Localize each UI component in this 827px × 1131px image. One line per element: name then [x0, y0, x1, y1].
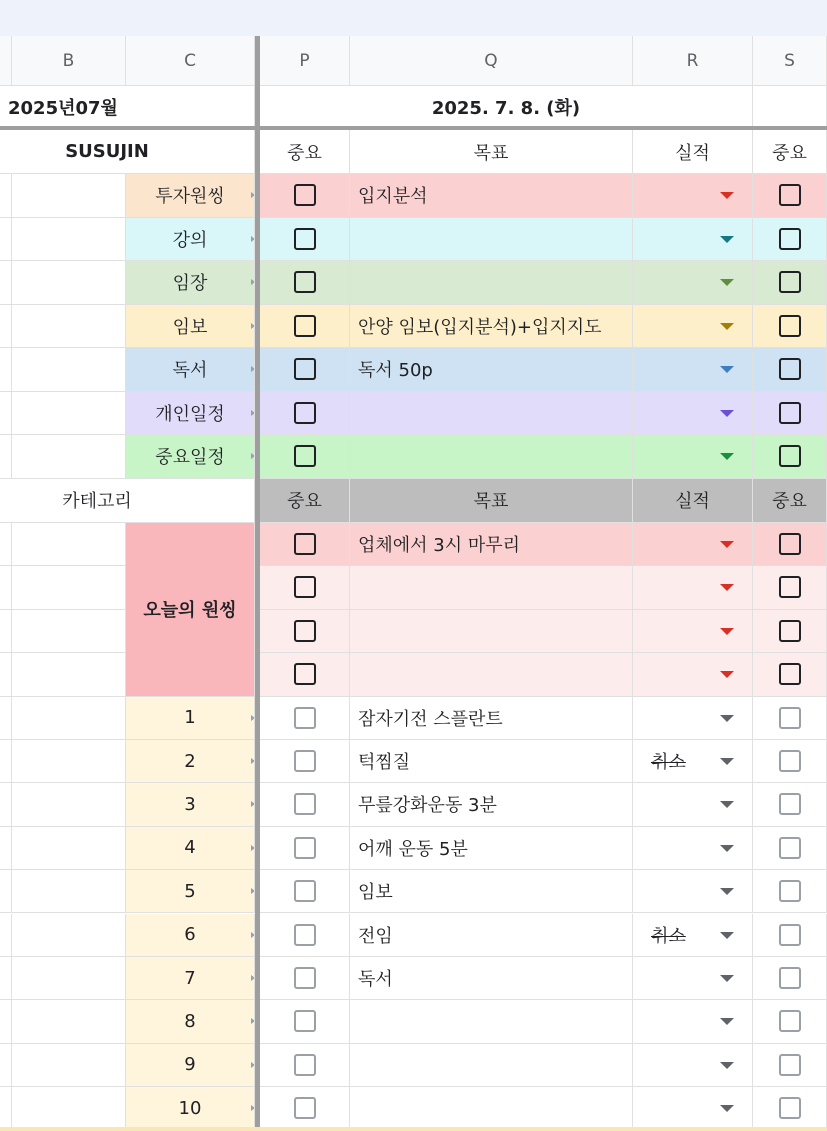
task-number-cell-text: 5: [184, 880, 196, 902]
cell-b[interactable]: [12, 740, 126, 783]
cell-b[interactable]: [12, 827, 126, 870]
category-cell[interactable]: [126, 261, 255, 305]
result-cell[interactable]: [633, 261, 753, 305]
dropdown-arrow-icon[interactable]: [720, 1018, 734, 1025]
category-cell-text: 임장: [172, 273, 208, 295]
category-row: [0, 261, 827, 305]
task-goal-cell-text: 어깨 운동 5분: [358, 838, 468, 860]
column-header-b[interactable]: [12, 36, 126, 86]
dropdown-arrow-icon[interactable]: [720, 888, 734, 895]
task-checkbox-2[interactable]: [779, 1054, 801, 1076]
goal-cell-text: 입지분석: [358, 186, 428, 208]
task-checkbox-2[interactable]: [779, 880, 801, 902]
task-number-cell-text: 9: [184, 1054, 196, 1076]
task-goal-cell[interactable]: [350, 870, 633, 913]
important2-checkbox[interactable]: [779, 445, 801, 467]
dropdown-arrow-icon[interactable]: [720, 932, 734, 939]
header-goal[interactable]: [350, 130, 633, 174]
one-thing-cell-text: 오늘의 원씽: [143, 600, 237, 621]
task-checkbox-2[interactable]: [779, 793, 801, 815]
task-result-cell[interactable]: [633, 697, 753, 740]
category-cell-text: 임보: [172, 316, 208, 338]
cell-b[interactable]: [12, 1087, 126, 1130]
result-cell[interactable]: [633, 435, 753, 479]
column-header-q[interactable]: [350, 36, 633, 86]
task-number-cell-text: 10: [178, 1097, 202, 1119]
cell-b[interactable]: [12, 174, 126, 218]
category-cell-text: 중요일정: [155, 447, 225, 469]
dropdown-arrow-icon[interactable]: [720, 366, 734, 373]
cell-b[interactable]: [12, 392, 126, 436]
header-result-text: 실적: [675, 142, 710, 164]
task-number-cell[interactable]: [126, 870, 255, 913]
goal-cell-text: 독서 50p: [358, 360, 433, 382]
category-cell[interactable]: [126, 392, 255, 436]
task-checkbox[interactable]: [294, 837, 316, 859]
important-checkbox[interactable]: [294, 402, 316, 424]
result-cell[interactable]: [633, 218, 753, 262]
task-result-cell[interactable]: [633, 870, 753, 913]
task-checkbox[interactable]: [294, 707, 316, 729]
month-cell[interactable]: [0, 86, 255, 128]
column-header-a[interactable]: [0, 36, 12, 86]
task-number-cell[interactable]: [126, 1044, 255, 1087]
month-cell-text: 2025년07월: [8, 97, 118, 119]
cell-a[interactable]: [0, 218, 12, 262]
dropdown-arrow-icon[interactable]: [720, 279, 734, 286]
task-number-cell-text: 1: [184, 707, 196, 729]
important-check-cell[interactable]: [260, 392, 350, 436]
task-row: [0, 740, 827, 783]
task-goal-cell[interactable]: [350, 783, 633, 826]
important2-check-cell[interactable]: [753, 218, 827, 262]
task-goal-cell-text: 무릎강화운동 3분: [358, 795, 497, 817]
task-number-cell[interactable]: [126, 1087, 255, 1130]
category-cell[interactable]: [126, 174, 255, 218]
goal-cell[interactable]: [350, 174, 633, 218]
task-check-cell[interactable]: [260, 697, 350, 740]
task-row: [0, 1087, 827, 1130]
task-checkbox[interactable]: [294, 1010, 316, 1032]
header-important2[interactable]: [753, 130, 827, 174]
header-important-text: 중요: [287, 142, 322, 164]
task-number-cell[interactable]: [126, 914, 255, 957]
task-result-cell[interactable]: [633, 783, 753, 826]
frozen-row-divider[interactable]: [0, 126, 827, 130]
dropdown-arrow-icon[interactable]: [720, 845, 734, 852]
task-check2-cell[interactable]: [753, 697, 827, 740]
one-thing-cell[interactable]: [126, 523, 255, 697]
dropdown-arrow-icon[interactable]: [720, 410, 734, 417]
category-cell[interactable]: [126, 218, 255, 262]
task-goal-cell[interactable]: [350, 697, 633, 740]
category-cell-text: 강의: [172, 229, 208, 251]
cell-a[interactable]: [0, 914, 12, 957]
cell-b[interactable]: [12, 697, 126, 740]
cell-a[interactable]: [0, 1087, 12, 1130]
cell-a[interactable]: [0, 827, 12, 870]
task-checkbox-2[interactable]: [779, 967, 801, 989]
task-check2-cell[interactable]: [753, 1000, 827, 1043]
column-header-r-text: R: [686, 50, 699, 71]
task-goal-cell-text: 잠자기전 스플란트: [358, 708, 503, 730]
category-cell-text: 투자원씽: [155, 186, 225, 208]
task-goal-cell-text: 전임: [358, 925, 393, 947]
cell-a[interactable]: [0, 261, 12, 305]
important2-check-cell[interactable]: [753, 435, 827, 479]
cell-b[interactable]: [12, 348, 126, 392]
task-row: [0, 783, 827, 826]
result-cell[interactable]: [633, 305, 753, 349]
task-checkbox[interactable]: [294, 924, 316, 946]
section1-header-row: [0, 130, 827, 174]
cell-a[interactable]: [0, 1044, 12, 1087]
date-cell-s[interactable]: [753, 86, 827, 128]
dropdown-arrow-icon[interactable]: [720, 1062, 734, 1069]
important-check-cell[interactable]: [260, 305, 350, 349]
task-goal-cell[interactable]: [350, 914, 633, 957]
important2-checkbox[interactable]: [779, 271, 801, 293]
task-row: [0, 914, 827, 957]
dropdown-arrow-icon[interactable]: [720, 236, 734, 243]
task-checkbox-2[interactable]: [779, 924, 801, 946]
task-checkbox-2[interactable]: [779, 707, 801, 729]
task-number-cell-text: 8: [184, 1010, 196, 1032]
header-important2-text: 중요: [772, 142, 807, 164]
header2-result[interactable]: [633, 479, 753, 523]
category-cell-text: 독서: [172, 360, 208, 382]
column-header-s[interactable]: [753, 36, 827, 86]
column-header-r[interactable]: [633, 36, 753, 86]
task-number-cell[interactable]: [126, 740, 255, 783]
important2-check-cell[interactable]: [753, 392, 827, 436]
task-check-cell[interactable]: [260, 914, 350, 957]
task-check2-cell[interactable]: [753, 870, 827, 913]
important-check-cell[interactable]: [260, 261, 350, 305]
important-checkbox[interactable]: [294, 184, 316, 206]
important-check-cell[interactable]: [260, 435, 350, 479]
task-row: [0, 870, 827, 913]
task-number-cell-text: 3: [184, 793, 196, 815]
important2-checkbox[interactable]: [779, 358, 801, 380]
cell-a[interactable]: [0, 783, 12, 826]
column-header-row: [0, 36, 827, 86]
task-result-text: 취소: [651, 925, 686, 947]
dropdown-arrow-icon[interactable]: [720, 758, 734, 765]
cell-b[interactable]: [12, 1044, 126, 1087]
important2-check-cell[interactable]: [753, 305, 827, 349]
task-goal-cell[interactable]: [350, 1000, 633, 1043]
task-checkbox[interactable]: [294, 1097, 316, 1119]
next-row-strip: [0, 1127, 827, 1131]
column-header-s-text: S: [784, 50, 795, 71]
task-check-cell[interactable]: [260, 827, 350, 870]
cell-a[interactable]: [0, 435, 12, 479]
user-name-cell-text: SUSUJIN: [65, 141, 149, 162]
task-number-cell-text: 2: [184, 750, 196, 772]
task-goal-cell-text: 턱찜질: [358, 752, 411, 774]
task-checkbox[interactable]: [294, 750, 316, 772]
important2-checkbox[interactable]: [779, 315, 801, 337]
important-check-cell[interactable]: [260, 348, 350, 392]
task-goal-cell-text: 임보: [358, 882, 393, 904]
dropdown-arrow-icon[interactable]: [720, 323, 734, 330]
task-number-cell[interactable]: [126, 1000, 255, 1043]
task-result-cell[interactable]: [633, 914, 753, 957]
goal-cell-text: 안양 임보(입지분석)+입지지도: [358, 316, 602, 338]
goal-cell-text: 업체에서 3시 마무리: [358, 534, 520, 556]
cell-a[interactable]: [0, 392, 12, 436]
header2-important2-text: 중요: [772, 491, 807, 512]
important2-checkbox[interactable]: [779, 402, 801, 424]
category-row: [0, 305, 827, 349]
dropdown-arrow-icon[interactable]: [720, 715, 734, 722]
task-result-text: 취소: [651, 752, 686, 774]
date-row: [0, 86, 827, 128]
task-check-cell[interactable]: [260, 1044, 350, 1087]
task-number-cell[interactable]: [126, 957, 255, 1000]
goal-cell[interactable]: [350, 261, 633, 305]
goal-cell[interactable]: [350, 305, 633, 349]
task-checkbox[interactable]: [294, 880, 316, 902]
important2-check-cell[interactable]: [753, 174, 827, 218]
cell-a[interactable]: [0, 305, 12, 349]
column-header-p-text: P: [299, 50, 310, 71]
date-cell[interactable]: [260, 86, 753, 128]
important-check-cell[interactable]: [260, 218, 350, 262]
task-number-cell-text: 4: [184, 837, 196, 859]
cell-b[interactable]: [12, 261, 126, 305]
header2-important[interactable]: [260, 479, 350, 523]
header2-goal[interactable]: [350, 479, 633, 523]
task-checkbox-2[interactable]: [779, 750, 801, 772]
column-header-q-text: Q: [484, 50, 498, 71]
column-header-b-text: B: [62, 50, 75, 71]
task-result-cell[interactable]: [633, 827, 753, 870]
task-result-cell[interactable]: [633, 1044, 753, 1087]
task-row: [0, 827, 827, 870]
task-goal-cell[interactable]: [350, 740, 633, 783]
column-header-p[interactable]: [260, 36, 350, 86]
task-check2-cell[interactable]: [753, 1044, 827, 1087]
task-check2-cell[interactable]: [753, 740, 827, 783]
task-goal-cell[interactable]: [350, 1044, 633, 1087]
task-check2-cell[interactable]: [753, 783, 827, 826]
task-number-cell[interactable]: [126, 827, 255, 870]
header2-goal-text: 목표: [473, 491, 509, 512]
task-goal-cell[interactable]: [350, 827, 633, 870]
goal-cell[interactable]: [350, 218, 633, 262]
cell-b[interactable]: [12, 305, 126, 349]
column-header-c-text: C: [184, 50, 196, 71]
task-check-cell[interactable]: [260, 740, 350, 783]
cell-a[interactable]: [0, 697, 12, 740]
important2-check-cell[interactable]: [753, 261, 827, 305]
one-thing-merged-row: [0, 523, 827, 697]
task-result-cell[interactable]: [633, 1000, 753, 1043]
header2-important-text: 중요: [287, 491, 322, 512]
category-row: [0, 435, 827, 479]
task-checkbox[interactable]: [294, 793, 316, 815]
task-checkbox-2[interactable]: [779, 1010, 801, 1032]
task-result-cell[interactable]: [633, 740, 753, 783]
important2-checkbox[interactable]: [779, 228, 801, 250]
header2-important2[interactable]: [753, 479, 827, 523]
task-goal-cell-text: 독서: [358, 969, 393, 991]
dropdown-arrow-icon[interactable]: [720, 801, 734, 808]
category-row: [0, 348, 827, 392]
category-header-cell[interactable]: [0, 479, 255, 523]
result-cell[interactable]: [633, 392, 753, 436]
task-number-cell-text: 7: [184, 967, 196, 989]
task-number-cell[interactable]: [126, 697, 255, 740]
important-checkbox[interactable]: [294, 445, 316, 467]
task-check-cell[interactable]: [260, 957, 350, 1000]
task-result-cell[interactable]: [633, 1087, 753, 1130]
frozen-column-divider[interactable]: [255, 36, 260, 1131]
task-number-cell[interactable]: [126, 783, 255, 826]
task-check-cell[interactable]: [260, 870, 350, 913]
dropdown-arrow-icon[interactable]: [720, 192, 734, 199]
category-row: [0, 392, 827, 436]
important-checkbox[interactable]: [294, 315, 316, 337]
header-result[interactable]: [633, 130, 753, 174]
cell-a[interactable]: [0, 870, 12, 913]
task-result-cell[interactable]: [633, 957, 753, 1000]
header-goal-text: 목표: [473, 142, 509, 164]
cell-a[interactable]: [0, 174, 12, 218]
task-goal-cell[interactable]: [350, 1087, 633, 1130]
category-header-cell-text: 카테고리: [62, 491, 132, 512]
toolbar-area: [0, 0, 827, 36]
dropdown-arrow-icon[interactable]: [720, 975, 734, 982]
important-check-cell[interactable]: [260, 174, 350, 218]
cell-a[interactable]: [0, 957, 12, 1000]
category-cell[interactable]: [126, 435, 255, 479]
header2-result-text: 실적: [675, 491, 710, 512]
column-header-c[interactable]: [126, 36, 255, 86]
task-goal-cell[interactable]: [350, 957, 633, 1000]
important2-check-cell[interactable]: [753, 348, 827, 392]
important2-checkbox[interactable]: [779, 184, 801, 206]
goal-cell[interactable]: [350, 392, 633, 436]
category-cell[interactable]: [126, 348, 255, 392]
user-name-cell[interactable]: [0, 130, 255, 174]
task-check-cell[interactable]: [260, 1000, 350, 1043]
section2-header-row: [0, 479, 827, 523]
goal-cell[interactable]: [350, 435, 633, 479]
result-cell[interactable]: [633, 348, 753, 392]
task-check2-cell[interactable]: [753, 914, 827, 957]
cell-b[interactable]: [12, 914, 126, 957]
task-check2-cell[interactable]: [753, 1087, 827, 1130]
category-cell[interactable]: [126, 305, 255, 349]
cell-b[interactable]: [12, 1000, 126, 1043]
task-checkbox[interactable]: [294, 967, 316, 989]
task-checkbox-2[interactable]: [779, 837, 801, 859]
important-checkbox[interactable]: [294, 271, 316, 293]
cell-a[interactable]: [0, 348, 12, 392]
task-check-cell[interactable]: [260, 783, 350, 826]
cell-b[interactable]: [12, 870, 126, 913]
cell-b[interactable]: [12, 783, 126, 826]
date-cell-text: 2025. 7. 8. (화): [431, 97, 581, 119]
cell-b[interactable]: [12, 218, 126, 262]
task-row: [0, 1000, 827, 1043]
goal-cell[interactable]: [350, 348, 633, 392]
dropdown-arrow-icon[interactable]: [720, 453, 734, 460]
result-cell[interactable]: [633, 174, 753, 218]
task-number-cell-text: 6: [184, 924, 196, 946]
category-row: [0, 174, 827, 218]
dropdown-arrow-icon[interactable]: [720, 1105, 734, 1112]
header-important[interactable]: [260, 130, 350, 174]
cell-b[interactable]: [12, 957, 126, 1000]
task-check-cell[interactable]: [260, 1087, 350, 1130]
task-row: [0, 957, 827, 1000]
task-row: [0, 1044, 827, 1087]
cell-b[interactable]: [12, 435, 126, 479]
cell-a[interactable]: [0, 1000, 12, 1043]
task-checkbox-2[interactable]: [779, 1097, 801, 1119]
important-checkbox[interactable]: [294, 228, 316, 250]
cell-a[interactable]: [0, 740, 12, 783]
category-cell-text: 개인일정: [155, 403, 225, 425]
task-check2-cell[interactable]: [753, 957, 827, 1000]
category-row: [0, 218, 827, 262]
task-checkbox[interactable]: [294, 1054, 316, 1076]
important-checkbox[interactable]: [294, 358, 316, 380]
task-check2-cell[interactable]: [753, 827, 827, 870]
task-row: [0, 697, 827, 740]
